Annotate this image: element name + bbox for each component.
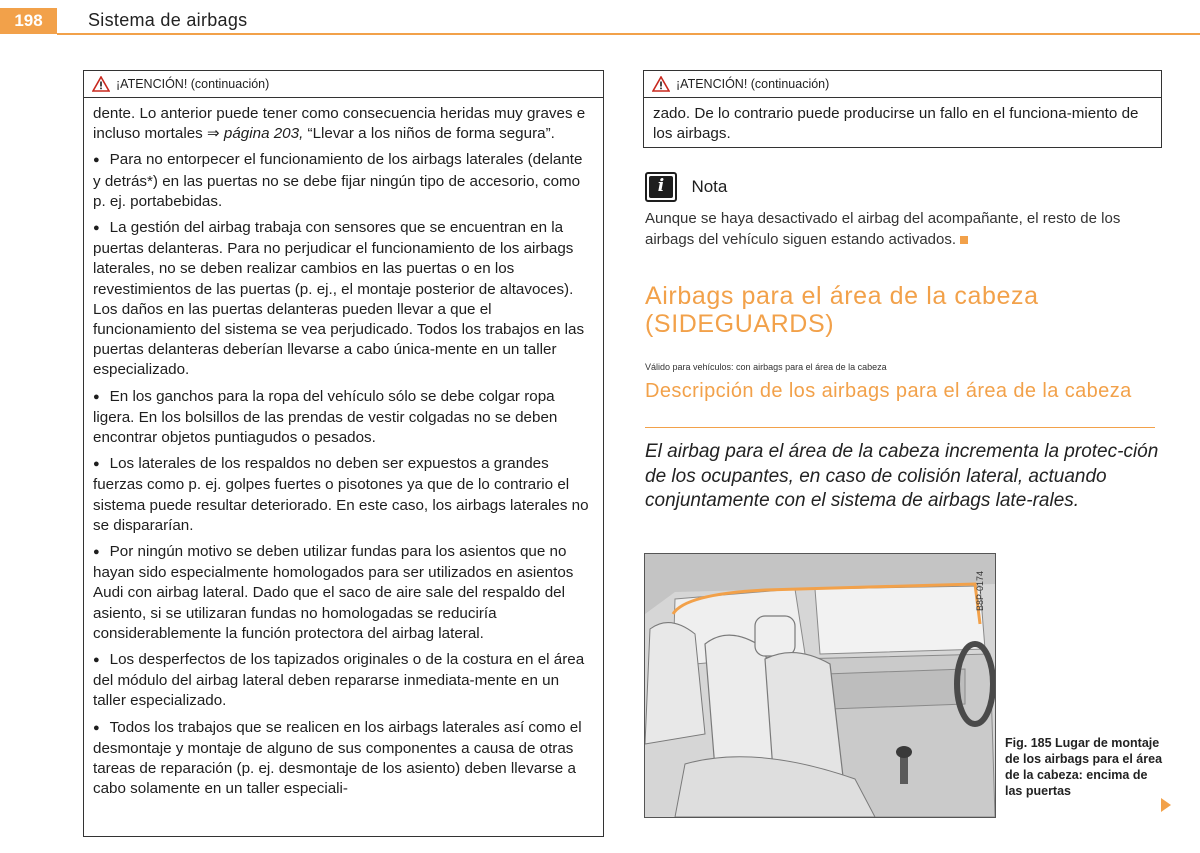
section-title: Airbags para el área de la cabeza (SIDEGUARDS) [645,282,1039,338]
note-block [645,172,1165,250]
warning-label: ¡ATENCIÓN! (continuación) [116,77,270,91]
warning-box-left [83,70,604,837]
bullet-item: ● Los laterales de los respaldos no deben ser expuestos a grandes fuerzas como p. ej. golpes fuertes o pisotones ya que de lo contrario el sistema puede resultar deteriorado. En este caso, los airbags laterales no se dispararían. [93,454,594,536]
bullet-item: ● Para no entorpecer el funcionamiento de los airbags laterales (delante y detrás*) en las puertas no se debe fijar ningún tipo de accesorio, como p. ej. portabebidas. [93,150,594,212]
subsection-title: Descripción de los airbags para el área de la cabeza [645,380,1132,402]
bullet-item: ● La gestión del airbag trabaja con sensores que se encuentran en la puertas delanteras. Para no perjudicar el funcionamiento de los airbags laterales, no se deben realizar cambios en las puertas o en los revestimientos de las puertas (p. ej., el montaje posterior de altavoces). Los daños en las puertas delanteras pueden llevar a que el funcionamiento del sistema se vea perjudicado. Todos los trabajos en las puertas delanteras deberían llevarse a cabo única-mente en un taller especializado. [93,218,594,381]
validity-note: Válido para vehículos: con airbags para el área de la cabeza [645,362,887,372]
warning-body [644,98,1161,144]
bullet-item: ● Los desperfectos de los tapizados originales o de la costura en el área del módulo del airbag lateral deben repararse inmediata-mente en un taller especializado. [93,650,594,712]
note-text: Aunque se haya desactivado el airbag del acompañante, el resto de los airbags del vehículo siguen estando activados. [645,210,1121,248]
figure-caption-text: Lugar de montaje de los airbags para el área de la cabeza: encima de las puertas [1005,736,1163,798]
warning-header [84,71,603,98]
warning-intro: dente. Lo anterior puede tener como consecuencia heridas muy graves e incluso mortales ⇒ página 203, “Llevar a los niños de forma segura”. [93,105,586,143]
warning-triangle-icon [652,76,670,92]
note-title: Nota [691,177,728,196]
bullet-item: ● En los ganchos para la ropa del vehículo sólo se debe colgar ropa ligera. En los bolsillos de las prendas de vestir colgadas no se deben encontrar objetos puntiagudos o pesados. [93,387,594,449]
subsection-rule [645,427,1155,428]
continue-arrow-icon [1161,798,1171,812]
warning-body [84,98,603,800]
figure-code: B8P-0174 [975,570,985,612]
figure-caption [1005,735,1165,799]
warning-box-right [643,70,1162,148]
bullet-item: ● Por ningún motivo se deben utilizar fundas para los asientos que no hayan sido especialmente homologados para ser utilizados en asientos Audi con airbag lateral. Dado que el saco de aire sale del respaldo del asiento, si se utilizaran fundas no homologadas se reduciría considerablemente la función protectora del airbag lateral. [93,542,594,644]
section-end-marker [960,236,968,244]
page-number: 198 [0,8,57,34]
warning-continuation-text: zado. De lo contrario puede producirse un fallo en el funciona-miento de los airbags. [653,105,1139,143]
car-interior-illustration [645,554,995,817]
info-icon: i [645,172,677,202]
lead-paragraph: El airbag para el área de la cabeza incrementa la protec-ción de los ocupantes, en caso de colisión lateral, actuando conjuntamente con el sistema de airbags late-rales. [645,441,1159,512]
warning-header [644,71,1161,98]
bullet-item: ● Todos los trabajos que se realicen en los airbags laterales así como el desmontaje y montaje de alguno de sus componentes a causa de otras tareas de reparación (p. ej. desmontaje de los asiento) deben llevarse a cabo solamente en un taller especiali- [93,718,594,800]
header-title: Sistema de airbags [88,10,248,30]
figure-number: Fig. 185 [1005,736,1052,750]
page-reference-link[interactable]: página 203, [223,125,304,143]
warning-triangle-icon [92,76,110,92]
car-interior-figure [644,553,996,818]
header-rule [57,33,1200,35]
warning-label: ¡ATENCIÓN! (continuación) [676,77,830,91]
